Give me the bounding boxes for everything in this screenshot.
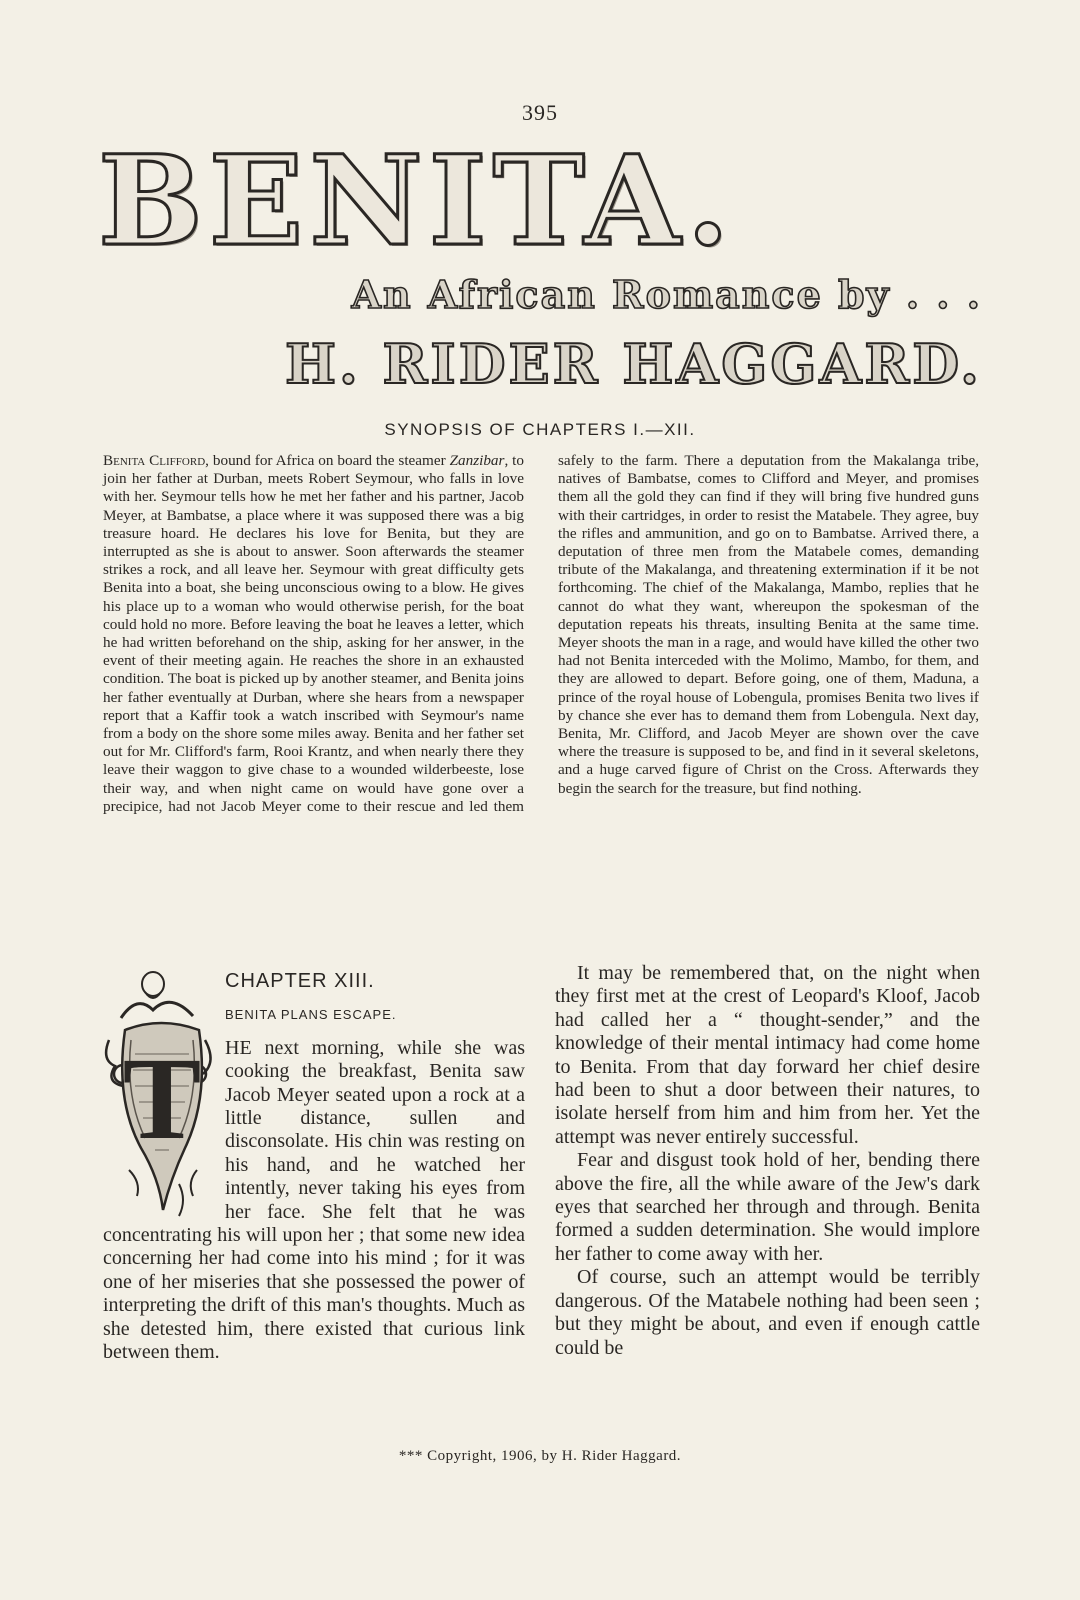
drop-cap-letter: T xyxy=(122,1033,202,1164)
synopsis-heading: SYNOPSIS OF CHAPTERS I.—XII. xyxy=(384,420,696,439)
author-name: H. RIDER HAGGARD. xyxy=(284,332,982,396)
story-title: BENITA. xyxy=(98,129,736,274)
chapter-subtitle: BENITA PLANS ESCAPE. xyxy=(225,1007,397,1023)
copyright-notice: *** Copyright, 1906, by H. Rider Haggard. xyxy=(398,1448,682,1464)
synopsis-lead-name: Benita Clifford xyxy=(103,452,206,469)
story-subtitle: An African Romance by . . . xyxy=(351,272,982,317)
drop-cap-ornament-icon xyxy=(101,970,219,1218)
chapter-title: CHAPTER XIII. xyxy=(225,970,375,992)
chapter-paragraph-4: Of course, such an attempt would be terribly dangerous. Of the Matabele nothing had been seen ; but they might be about, and even if enough cattle could be xyxy=(555,1266,980,1359)
chapter-paragraph-2: It may be remembered that, on the night when they first met at the crest of Leopard's Kloof, Jacob had called her a “ thought-sender,” and the knowledge of their mental intimacy had come home to Benita. From that day forward her chief desire had been to shut a door between their natures, to isolate herself from him and him from her. Yet the attempt was never entirely successful. xyxy=(555,962,980,1148)
synopsis-text xyxy=(103,452,979,952)
chapter-left-column xyxy=(103,970,525,1365)
synopsis-text-b: , to join her father at Durban, meets Robert Seymour, who falls in love with her. Seymour tells how he met her father and his partner, Jacob Meyer, at Bambatse, a place where it was supposed there was a big treasure hoard. He declares his love for Benita, but they are interrupted as she is about to answer. Soon afterwards the steamer strikes a rock, and all leave her. Seymour with great difficulty gets Benita into a boat, she being unconscious owing to a blow. He gives his place up to a woman who would otherwise perish, for the boat could hold no more. Before leaving the boat he leaves a letter, which he had written beforehand on the ship, asking for her answer, in the event of their meeting again. He reaches the shore in an exhausted condition. The boat is picked up by another steamer, and Benita joins her father eventually at Durban, where she hears from a newspaper report that a Kaffir took a watch inscribed with Seymour's name from a body on the shore some miles away. Benita and her father set out for Mr. Clifford's farm, Rooi Krantz, and when nearly there they leave their waggon to give chase to a wounded wilderbeeste, lose their way, and when night came on would have gone over a precipice, had not Jacob Meyer come to their rescue and led them safely to the farm. There a deputation from the Makalanga tribe, natives of Bambatse, comes to Clifford and Meyer, and promises them all the gold they can find if they will bring five hundred guns with their cartridges, in order to resist the Matabele. They agree, buy the rifles and ammunition, and go on to Bambatse. Arrived there, a deputation of three men from the Matabele comes, demanding tribute of the Makalanga, and threatening extermination if it be not forthcoming. The chief of the Makalanga, Mambo, replies that he cannot do what they want, whereupon the spokesman of the deputation repeats his threats, insulting Benita at the same time. Meyer shoots the man in a rage, and would have killed the other two had not Benita interceded with the Molimo, Mambo, for them, and they are allowed to depart. Before going, one of them, Maduna, a prince of the royal house of Lobengula, promises Benita two lives if by chance she ever has to demand them from Lobengula. Next day, Benita, Mr. Clifford, and Jacob Meyer are shown over the cave where the treasure is supposed to be, and find in it several skeletons, and a huge carved figure of Christ on the Cross. Afterwards they begin the search for the treasure, but find nothing. xyxy=(103,452,979,815)
chapter-paragraph-1: HE next morning, while she was cooking the breakfast, Benita saw Jacob Meyer seated upon a rock at a little distance, sullen and disconsolate. His chin was resting on his hand, and he watched her intently, never taking his eyes from her face. She felt that he was concentrating his will upon her ; that some new idea concerning her had come into his mind ; for it was one of her miseries that she possessed the power of interpreting the drift of this man's thoughts. Much as she detested him, there existed that curious link between them. xyxy=(103,1036,525,1364)
chapter-paragraph-3: Fear and disgust took hold of her, bending there above the fire, all the while aware of the Jew's dark eyes that searched her through and through. Benita formed a sudden determination. She would implore her father to come away with her. xyxy=(555,1149,980,1265)
synopsis-text-a: , bound for Africa on board the steamer xyxy=(205,452,450,469)
ornamental-drop-cap xyxy=(101,970,219,1218)
page-number: 395 xyxy=(522,100,558,125)
ship-name: Zanzibar xyxy=(449,452,505,469)
chapter-right-column xyxy=(555,962,980,1360)
